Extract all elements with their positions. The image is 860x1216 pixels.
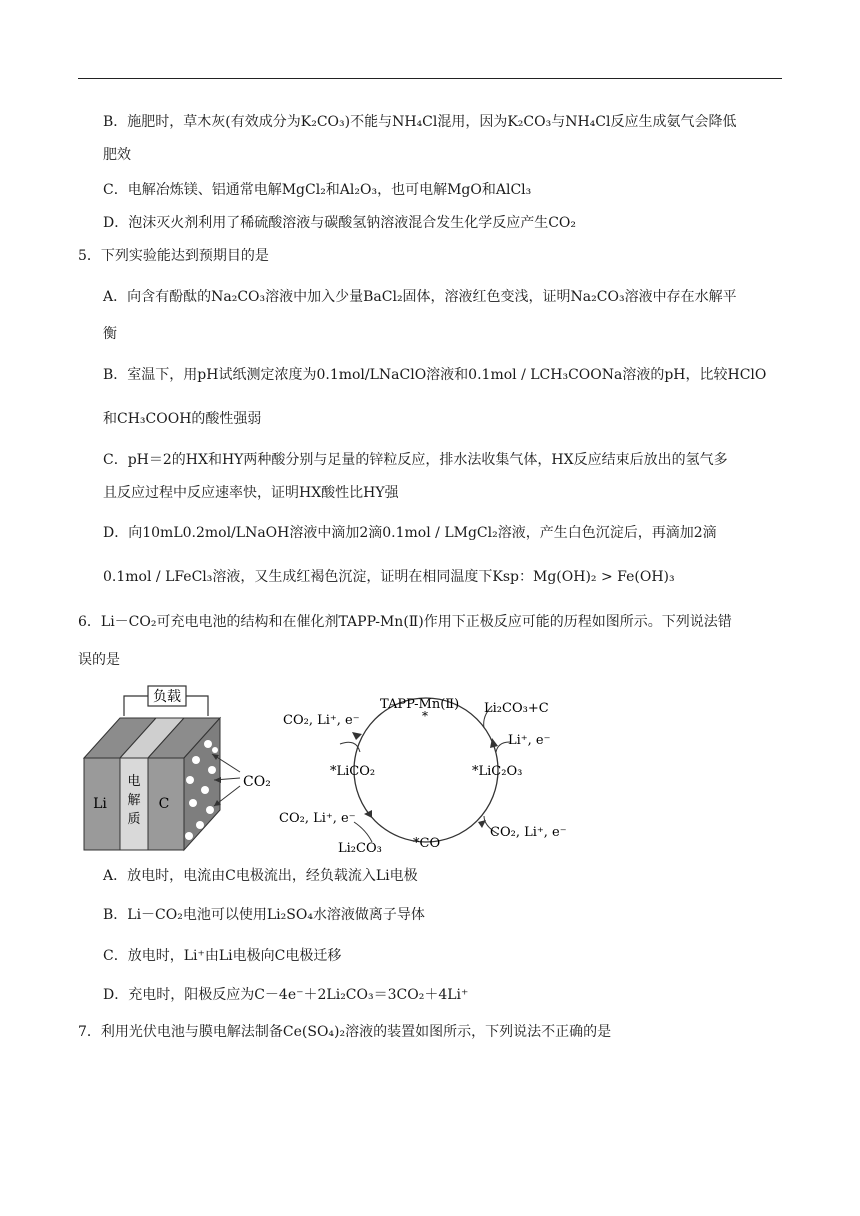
battery-diagram (84, 686, 271, 850)
q6-option-b: B．Li－CO₂电池可以使用Li₂SO₄水溶液做离子导体 (103, 907, 425, 923)
electrolyte-label-3: 质 (127, 812, 141, 827)
product-li2co3-c: Li₂CO₃+C (484, 701, 549, 716)
catalytic-cycle (279, 697, 567, 856)
product-li2co3: Li₂CO₃ (338, 841, 382, 856)
electrolyte-label-2: 解 (127, 793, 141, 808)
intermediate-lic2o3: *LiC₂O₃ (472, 764, 523, 779)
li-label: Li (93, 796, 107, 812)
input-right: Li⁺, e⁻ (508, 733, 551, 748)
q5-option-a-line2: 衡 (103, 326, 117, 342)
wire-left (124, 696, 148, 716)
q5-option-a-line1: A．向含有酚酞的Na₂CO₃溶液中加入少量BaCl₂固体，溶液红色变浅，证明Na₂CO₃溶液中存在水解平 (103, 289, 737, 305)
q4-option-b-line2: 肥效 (103, 147, 131, 163)
catalyst-star: * (422, 709, 428, 723)
q6-option-d: D．充电时，阳极反应为C－4e⁻＋2Li₂CO₃＝3CO₂＋4Li⁺ (103, 987, 469, 1003)
q4-option-b-line1: B．施肥时，草木灰(有效成分为K₂CO₃)不能与NH₄Cl混用，因为K₂CO₃与NH₄Cl反应生成氨气会降低 (103, 114, 737, 130)
q5-option-c-line1: C．pH＝2的HX和HY两种酸分别与足量的锌粒反应，排水法收集气体，HX反应结束后放出的氢气多 (103, 452, 728, 468)
input-bottom-right: CO₂, Li⁺, e⁻ (490, 825, 567, 840)
catalyst-label: TAPP-Mn(Ⅱ) (380, 697, 460, 712)
q4-option-c: C．电解冶炼镁、铝通常电解MgCl₂和Al₂O₃，也可电解MgO和AlCl₃ (103, 182, 532, 198)
intermediate-lico2: *LiCO₂ (330, 764, 376, 779)
q6-stem-line1: 6．Li－CO₂可充电电池的结构和在催化剂TAPP-Mn(Ⅱ)作用下正极反应可能的历程如图所示。下列说法错 (78, 614, 732, 630)
q5-option-b-line2: 和CH₃COOH的酸性强弱 (103, 411, 262, 427)
co2-label: CO₂ (243, 774, 271, 790)
arrowhead-2 (364, 810, 372, 818)
input-top-left: CO₂, Li⁺, e⁻ (283, 713, 360, 728)
wire-right (186, 696, 208, 716)
q5-option-b-line1: B．室温下，用pH试纸测定浓度为0.1mol/LNaClO溶液和0.1mol / LCH₃COONa溶液的pH，比较HClO (103, 367, 767, 383)
q6-option-c: C．放电时，Li⁺由Li电极向C电极迁移 (103, 948, 342, 964)
q7-stem: 7．利用光伏电池与膜电解法制备Ce(SO₄)₂溶液的装置如图所示，下列说法不正确的是 (78, 1024, 612, 1040)
c-label: C (158, 796, 170, 812)
intermediate-co: *CO (413, 836, 441, 851)
input-mid-left: CO₂, Li⁺, e⁻ (279, 811, 356, 826)
q6-stem-line2: 误的是 (78, 652, 120, 668)
q5-option-d-line1: D．向10mL0.2mol/LNaOH溶液中滴加2滴0.1mol / LMgCl₂溶液，产生白色沉淀后，再滴加2滴 (103, 525, 717, 541)
q5-option-d-line2: 0.1mol / LFeCl₃溶液，又生成红褐色沉淀，证明在相同温度下Ksp：Mg(OH)₂ > Fe(OH)₃ (103, 569, 675, 585)
q6-option-a: A．放电时，电流由C电极流出，经负载流入Li电极 (103, 868, 418, 884)
load-label: 负载 (153, 689, 181, 705)
q5-stem: 5．下列实验能达到预期目的是 (78, 248, 269, 264)
electrolyte-label-1: 电 (127, 774, 141, 789)
q4-option-d: D．泡沫灭火剂利用了稀硫酸溶液与碳酸氢钠溶液混合发生化学反应产生CO₂ (103, 215, 577, 231)
q5-option-c-line2: 且反应过程中反应速率快，证明HX酸性比HY强 (103, 485, 399, 501)
